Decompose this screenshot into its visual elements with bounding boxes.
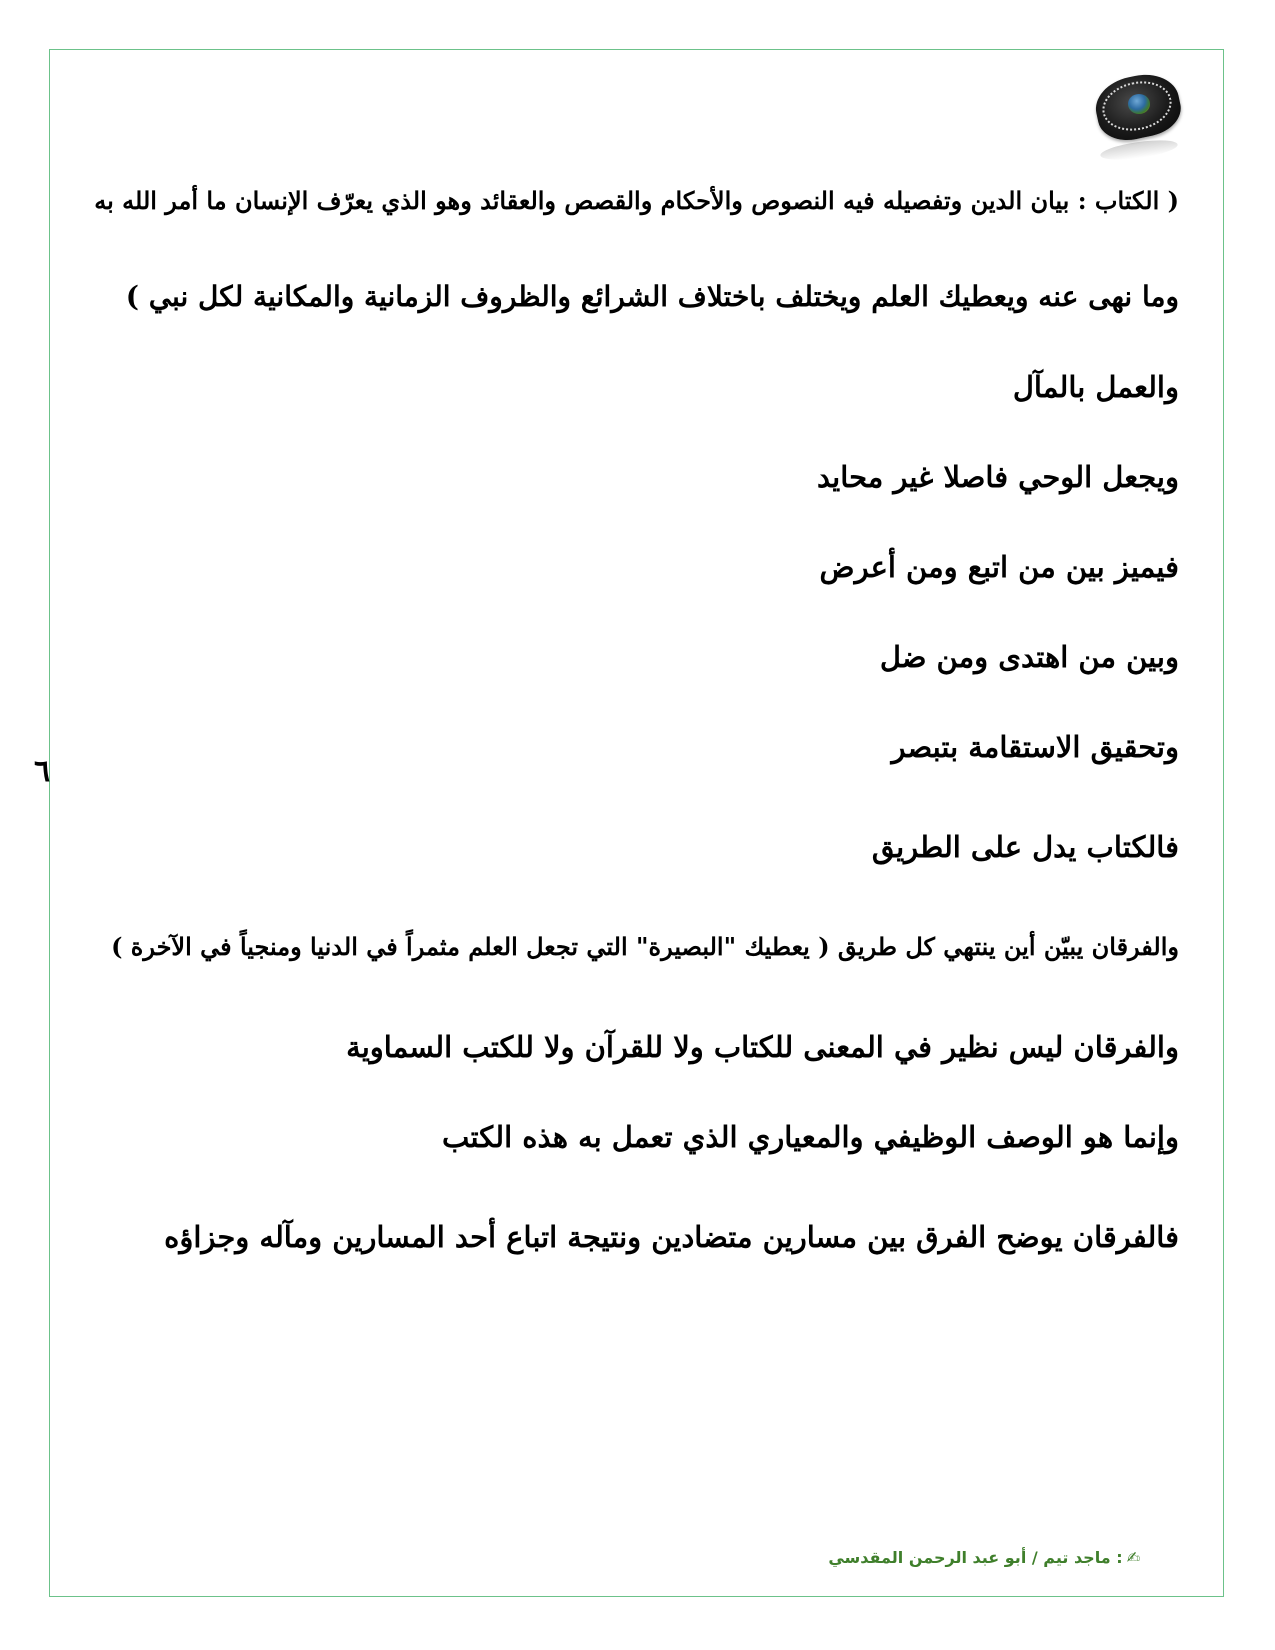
text-line-12: فالفرقان يوضح الفرق بين مسارين متضادين ونتيجة اتباع أحد المسارين ومآله وجزاؤه <box>164 1220 1179 1254</box>
footer-author <box>828 1548 1140 1567</box>
text-line-7: وتحقيق الاستقامة بتبصر <box>891 730 1179 764</box>
calligraphy-seal-logo <box>1092 72 1187 164</box>
page-number: ٦ <box>34 754 51 789</box>
text-line-2: وما نهى عنه ويعطيك العلم ويختلف باختلاف الشرائع والظروف الزمانية والمكانية لكل نبي ) <box>125 280 1179 313</box>
text-line-1: ( الكتاب : بيان الدين وتفصيله فيه النصوص والأحكام والقصص والعقائد وهو الذي يعرّف الإنسان ما أمر الله به <box>94 186 1179 215</box>
pen-icon: ✍ <box>1126 1548 1140 1567</box>
text-line-11: وإنما هو الوصف الوظيفي والمعياري الذي تعمل به هذه الكتب <box>442 1120 1179 1154</box>
text-line-4: ويجعل الوحي فاصلا غير محايد <box>816 460 1179 494</box>
text-line-9: والفرقان يبيّن أين ينتهي كل طريق ( يعطيك "البصيرة" التي تجعل العلم مثمراً في الدنيا ومنجياً في الآخرة ) <box>111 932 1179 961</box>
text-line-6: وبين من اهتدى ومن ضل <box>879 640 1179 674</box>
logo-reflection <box>1099 137 1178 164</box>
text-line-8: فالكتاب يدل على الطريق <box>871 830 1179 864</box>
text-line-3: والعمل بالمآل <box>1012 370 1179 404</box>
globe-icon <box>1128 94 1150 114</box>
text-line-5: فيميز بين من اتبع ومن أعرض <box>819 550 1179 584</box>
text-line-10: والفرقان ليس نظير في المعنى للكتاب ولا للقرآن ولا للكتب السماوية <box>346 1030 1179 1064</box>
author-name: : ماجد تيم / أبو عبد الرحمن المقدسي <box>828 1548 1123 1567</box>
